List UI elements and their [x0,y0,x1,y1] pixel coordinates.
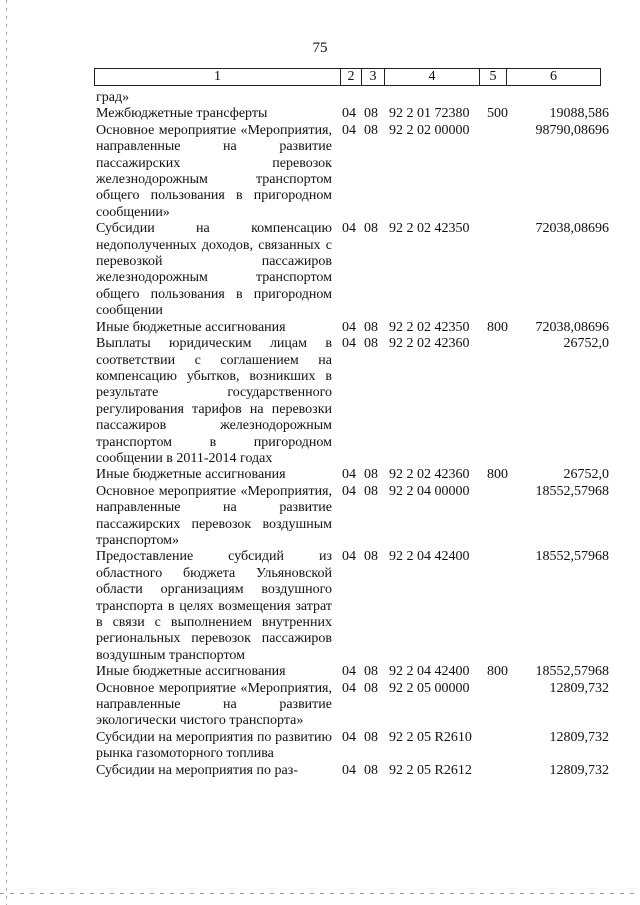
row-subsection: 08 [364,483,378,499]
row-section: 04 [342,221,356,237]
row-expense-type [487,730,517,763]
row-name: Иные бюджетные ассигнования [96,664,286,680]
row-expense-type [487,484,517,550]
row-subsection: 08 [364,221,378,237]
row-subsection: 08 [364,467,378,483]
row-subsection: 08 [364,106,378,122]
header-col-5: 5 [480,69,507,86]
row-name: Основное мероприятие «Мероприятия, направленные на развитие пассажирских перевозок воздушным транспортом» [96,483,332,548]
row-target-code: 92 2 02 42350 [389,319,470,335]
row-amount: 18552,57968 [535,549,609,565]
row-section: 04 [342,680,356,696]
row-subsection [364,90,389,106]
row-target-code: 92 2 05 00000 [389,680,470,696]
row-target-code: 92 2 04 42400 [389,664,470,680]
row-target-code: 92 2 04 00000 [389,483,470,499]
column-header-row [94,68,601,86]
row-expense-type [487,336,517,467]
table-row [0,106,640,122]
row-amount: 19088,586 [549,106,609,122]
row-amount: 72038,08696 [535,221,609,237]
row-amount: 72038,08696 [535,319,609,335]
row-target-code: 92 2 05 R2610 [389,729,472,745]
row-expense-type [487,123,517,221]
header-col-6: 6 [507,69,601,86]
row-target-code: 92 2 02 42350 [389,221,470,237]
table-row [0,221,640,319]
row-name: Субсидии на мероприятия по раз- [96,762,298,778]
row-section: 04 [342,664,356,680]
row-section: 04 [342,467,356,483]
row-name: Основное мероприятие «Мероприятия, направленные на развитие пассажирских перевозок железнодорожным транспортом общего пользования в пригородном сообщении» [96,122,332,220]
table-row [0,484,640,550]
row-section: 04 [342,106,356,122]
table-row [0,123,640,221]
row-expense-type: 500 [487,106,508,122]
table-row [0,730,640,763]
row-subsection: 08 [364,762,378,778]
table-row [0,763,640,779]
row-name: Выплаты юридическим лицам в соответствии с соглашением на компенсацию убытков, возникших в результате государственного регулирования тарифов на перевозки пассажиров железнодорожным транспортом в пригородном сообщении в 2011-2014 годах [96,336,332,466]
row-section: 04 [342,549,356,565]
row-name: Иные бюджетные ассигнования [96,319,286,335]
table-row [0,336,640,467]
row-subsection: 08 [364,549,378,565]
row-amount: 26752,0 [563,336,609,352]
row-target-code: 92 2 01 72380 [389,106,470,122]
row-section [342,90,364,106]
row-expense-type [487,549,517,664]
row-section: 04 [342,729,356,745]
row-name: Основное мероприятие «Мероприятия, направленные на развитие экологически чистого транспорта» [96,680,332,729]
row-amount: 12809,732 [549,729,609,745]
row-target-code: 92 2 04 42400 [389,549,470,565]
row-amount: 26752,0 [563,467,609,483]
row-expense-type [487,221,517,319]
row-target-code: 92 2 02 42360 [389,467,470,483]
table-row [0,320,640,336]
row-expense-type: 800 [487,319,508,335]
row-target-code: 92 2 02 00000 [389,122,470,138]
row-expense-type: 800 [487,467,508,483]
row-section: 04 [342,319,356,335]
row-amount: 98790,08696 [535,122,609,138]
header-col-4: 4 [385,69,480,86]
row-expense-type: 800 [487,664,508,680]
header-col-3: 3 [362,69,385,86]
row-amount [517,90,609,106]
row-target-code: 92 2 05 R2612 [389,762,472,778]
budget-table-body [0,90,640,779]
page-number: 75 [312,40,328,56]
row-name: Предоставление субсидий из областного бюджета Ульяновской области организациям воздушного транспорта в целях возмещения затрат в связи с выполнением внутренних региональных перевозок пассажиров воздушным транспортом [96,549,332,663]
row-target-code [389,90,487,106]
row-subsection: 08 [364,680,378,696]
row-section: 04 [342,483,356,499]
row-expense-type [487,681,517,730]
row-expense-type [487,90,517,106]
header-col-1: 1 [95,69,341,86]
row-section: 04 [342,762,356,778]
row-name: град» [96,90,130,105]
row-subsection: 08 [364,319,378,335]
row-amount: 18552,57968 [535,483,609,499]
row-subsection: 08 [364,729,378,745]
table-row [0,467,640,483]
row-name: Субсидии на мероприятия по развитию рынка газомоторного топлива [96,729,332,762]
row-amount: 12809,732 [549,680,609,696]
table-row [0,664,640,680]
row-amount: 18552,57968 [535,664,609,680]
table-row [0,549,640,664]
scan-edge-bottom [0,893,640,894]
row-section: 04 [342,336,356,352]
row-subsection: 08 [364,122,378,138]
table-row [0,90,640,106]
row-subsection: 08 [364,336,378,352]
header-col-2: 2 [341,69,362,86]
row-section: 04 [342,122,356,138]
table-row [0,681,640,730]
row-name: Субсидии на компенсацию недополученных доходов, связанных с перевозкой пассажиров железнодорожным транспортом общего пользования в пригородном сообщении [96,221,332,319]
row-amount: 12809,732 [549,762,609,778]
row-name: Межбюджетные трансферты [96,106,268,122]
row-name: Иные бюджетные ассигнования [96,467,286,483]
row-expense-type [487,763,517,779]
row-target-code: 92 2 02 42360 [389,336,470,352]
row-subsection: 08 [364,664,378,680]
